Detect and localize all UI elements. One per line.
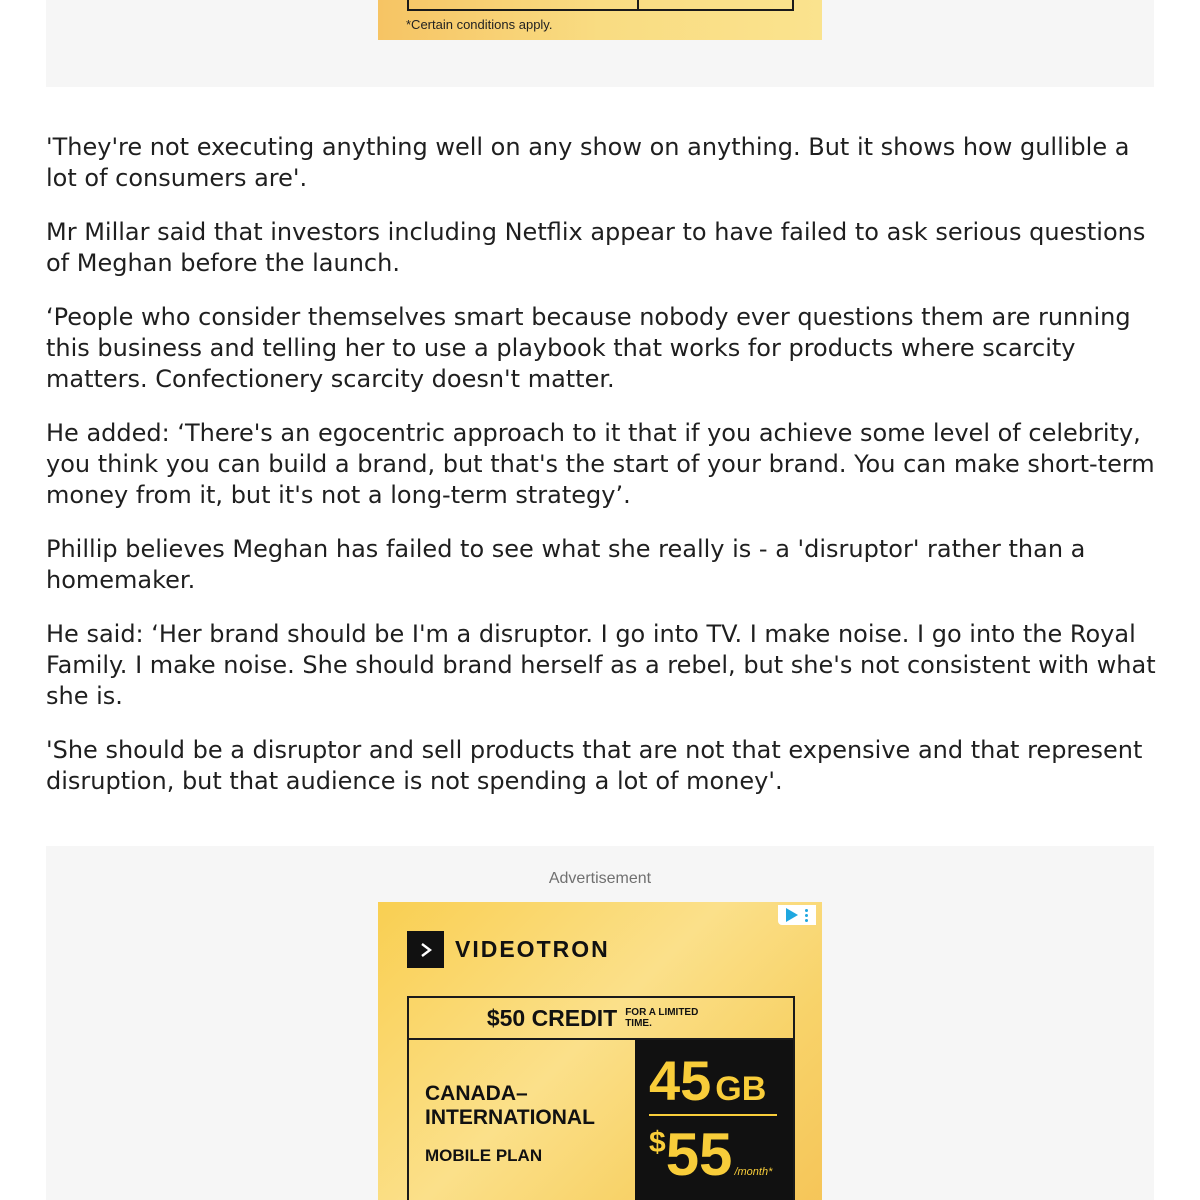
top-ad-container [46, 0, 1154, 87]
article-paragraph: 'They're not executing anything well on any show on anything. But it shows how gullible a lot of consumers are'. [46, 133, 1130, 192]
data-amount [649, 1048, 766, 1113]
plan-name: CANADA–INTERNATIONAL [425, 1082, 595, 1129]
brand-row [407, 931, 610, 968]
adchoices-play-icon [786, 908, 798, 922]
adchoices-icon[interactable] [778, 905, 816, 925]
credit-note: FOR A LIMITED TIME. [625, 1007, 699, 1029]
article-paragraph: He said: ‘Her brand should be I'm a disruptor. I go into TV. I make noise. I go into the Royal Family. I make noise. She should brand herself as a rebel, but she's not consistent with what she is. [46, 620, 1156, 710]
videotron-ad-creative[interactable] [378, 902, 822, 1200]
videotron-logo-icon [407, 931, 444, 968]
ad-conditions-text: *Certain conditions apply. [406, 17, 553, 32]
brand-name: VIDEOTRON [455, 936, 610, 962]
article-paragraph: ‘People who consider themselves smart because nobody ever questions them are running this business and telling her to use a playbook that works for products where scarcity matters. Confectionery scarcity doesn't matter. [46, 303, 1131, 393]
plan-type: MOBILE PLAN [425, 1146, 543, 1165]
price [649, 1120, 772, 1189]
price-panel [635, 1040, 793, 1200]
price-period: /month* [734, 1166, 773, 1178]
advertisement-label: Advertisement [548, 870, 652, 887]
article-body [46, 132, 1156, 820]
data-amount-number: 45 [649, 1049, 712, 1112]
bottom-ad-container [46, 846, 1154, 1200]
credit-row [409, 998, 793, 1040]
top-ad-box-right [635, 0, 794, 11]
price-amount: 55 [665, 1121, 733, 1188]
top-ad-box-left [407, 0, 639, 11]
article-paragraph: He added: ‘There's an egocentric approach to it that if you achieve some level of celebrity, you think you can build a brand, but that's the start of your brand. You can make short-term money from it, but it's not a long-term strategy’. [46, 419, 1155, 509]
article-paragraph: Mr Millar said that investors including Netflix appear to have failed to ask serious questions of Meghan before the launch. [46, 218, 1146, 277]
data-amount-unit: GB [715, 1070, 767, 1108]
article-paragraph: 'She should be a disruptor and sell products that are not that expensive and that represent disruption, but that audience is not spending a lot of money'. [46, 736, 1143, 795]
offer-box [407, 996, 795, 1200]
more-options-icon[interactable] [805, 909, 808, 922]
credit-amount: $50 CREDIT [486, 1004, 618, 1031]
article-paragraph: Phillip believes Meghan has failed to see what she really is - a 'disruptor' rather than a homemaker. [46, 535, 1086, 594]
price-currency: $ [649, 1126, 666, 1159]
price-divider [649, 1114, 777, 1116]
top-ad-creative[interactable] [378, 0, 822, 40]
